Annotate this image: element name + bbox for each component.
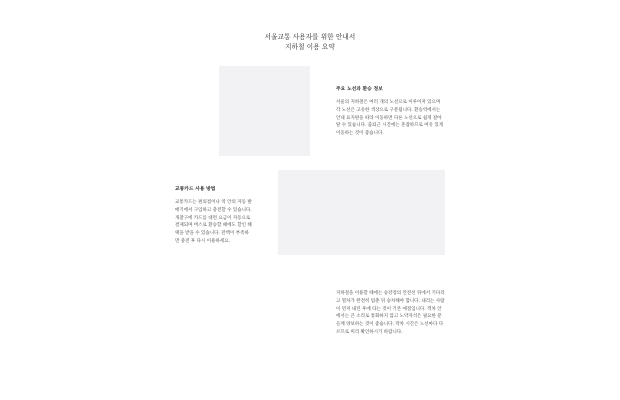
image-placeholder <box>219 66 310 156</box>
section-body: 교통카드는 편의점이나 역 안의 자동 발매기에서 구입하고 충전할 수 있습니다. 개찰구에 카드를 대면 요금이 자동으로 결제되며 버스로 환승할 때에도 할인 혜택을 받을 수 있습니다. 잔액이 부족하면 충전 후 다시 이용하세요. <box>175 200 252 244</box>
text-section-2 <box>175 186 252 246</box>
section-body: 서울의 지하철은 여러 개의 노선으로 이루어져 있으며 각 노선은 고유한 색상으로 구분됩니다. 환승역에서는 안내 표지판을 따라 이동하면 다른 노선으로 쉽게 갈아탈 수 있습니다. 출퇴근 시간에는 혼잡하므로 여유 있게 이동하는 것이 좋습니다. <box>336 100 444 137</box>
section-body: 지하철을 이용할 때에는 승강장의 안전선 뒤에서 기다리고 열차가 완전히 멈춘 뒤 승차해야 합니다. 내리는 사람이 먼저 내린 후에 타는 것이 기본 예절입니다. 객차 안에서는 큰 소리로 통화하지 않고 노약자석은 필요한 분들께 양보하는 것이 좋습니다. 막차 시간은 노선마다 다르므로 미리 확인하시기 바랍니다. <box>336 291 445 335</box>
page-title-line-1: 서울교통 사용자를 위한 안내서 <box>264 33 356 41</box>
section-heading: 주요 노선과 환승 정보 <box>336 87 383 92</box>
image-placeholder <box>278 170 445 255</box>
page-title-line-2: 지하철 이용 요약 <box>285 43 335 51</box>
section-heading: 교통카드 사용 방법 <box>175 187 216 192</box>
text-section-1 <box>336 86 444 138</box>
page-title <box>0 32 620 52</box>
text-section-3 <box>336 290 445 337</box>
